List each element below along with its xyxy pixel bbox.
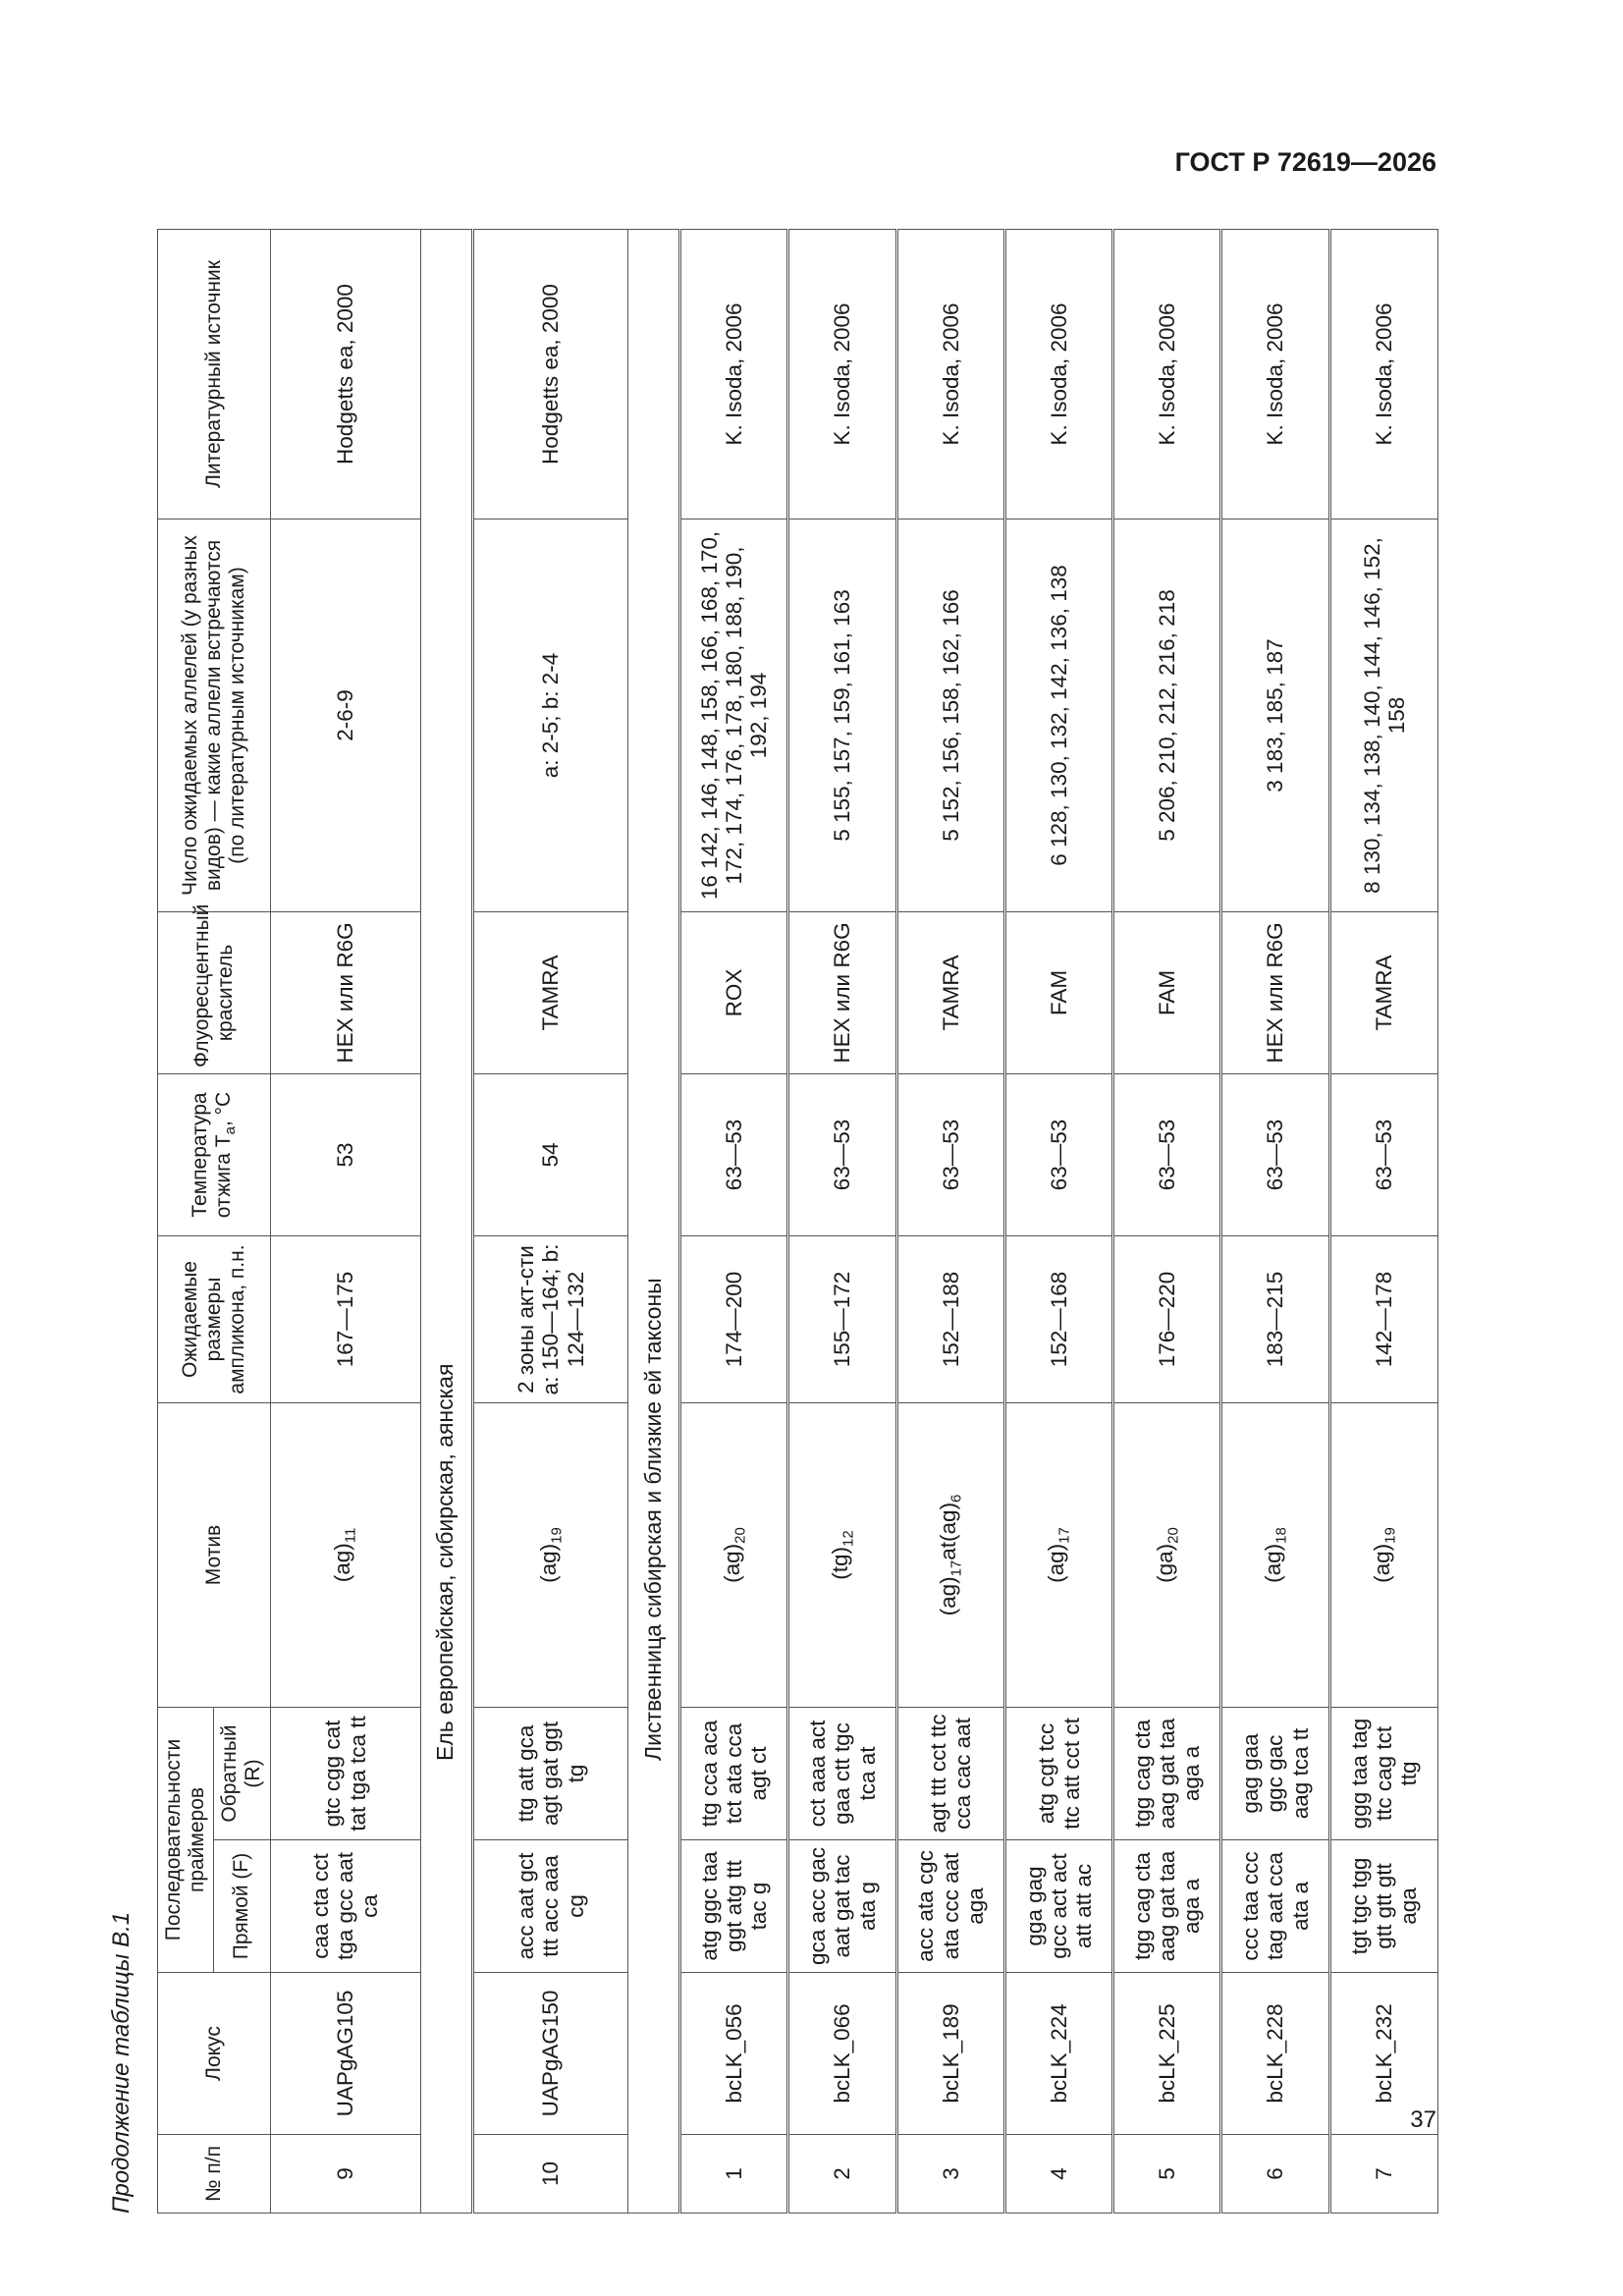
table-row (680, 230, 788, 2214)
cell-forward: acc aat gct ttt acc aaa cg (472, 1840, 627, 1973)
cell-reverse: ttg cca aca tct ata cca agt ct (680, 1708, 788, 1840)
col-temp: Температура отжига $T_a$, °С (158, 1074, 271, 1236)
cell-reverse: ggg taa tag ttc cag tct ttg (1329, 1708, 1437, 1840)
cell-locus: bcLK_189 (896, 1973, 1004, 2135)
cell-reverse: atg cgt tcc ttc att cct ct (1004, 1708, 1112, 1840)
cell-temp: 53 (270, 1074, 420, 1236)
standard-header: ГОСТ Р 72619—2026 (1174, 147, 1436, 177)
cell-size: 155—172 (788, 1236, 896, 1403)
cell-size: 176—220 (1113, 1236, 1221, 1403)
cell-num: 6 (1221, 2135, 1329, 2214)
cell-motif (680, 1403, 788, 1708)
cell-locus: bcLK_224 (1004, 1973, 1112, 2135)
motif-base: (ag) (1044, 1543, 1069, 1583)
cell-locus: bcLK_225 (1113, 1973, 1221, 2135)
cell-source: Hodgetts ea, 2000 (270, 230, 420, 519)
col-alleles: Число ожидаемых аллелей (у разных видов) — какие аллели встречаются (по литературным источникам) (158, 519, 271, 912)
cell-alleles: 5 155, 157, 159, 161, 163 (788, 519, 896, 912)
cell-locus: bcLK_228 (1221, 1973, 1329, 2135)
motif-base: (tg) (827, 1546, 852, 1580)
table-row (1329, 230, 1437, 2214)
cell-dye: TAMRA (896, 912, 1004, 1074)
cell-dye: HEX или R6G (788, 912, 896, 1074)
cell-locus: UAPgAG150 (472, 1973, 627, 2135)
cell-forward: caa cta cct tga gcc aat ca (270, 1840, 420, 1973)
cell-forward: ccc taa ccc tag aat cca ata a (1221, 1840, 1329, 1973)
cell-num: 3 (896, 2135, 1004, 2214)
cell-forward: gga gag gcc act act att att ac (1004, 1840, 1112, 1973)
motif-repeat: 20 (1164, 1527, 1182, 1544)
cell-dye: HEX или R6G (1221, 912, 1329, 1074)
cell-alleles: 3 183, 185, 187 (1221, 519, 1329, 912)
cell-alleles: 5 206, 210, 212, 216, 218 (1113, 519, 1221, 912)
table-row (1221, 230, 1329, 2214)
cell-size: 183—215 (1221, 1236, 1329, 1403)
col-source: Литературный источник (158, 230, 271, 519)
cell-forward: tgt tgc tgg gtt gtt gtt aga (1329, 1840, 1437, 1973)
cell-motif (472, 1403, 627, 1708)
motif-base: (ag) (1369, 1543, 1394, 1583)
cell-motif (1113, 1403, 1221, 1708)
motif-mid: at(ag) (936, 1502, 961, 1560)
cell-locus: bcLK_066 (788, 1973, 896, 2135)
cell-dye: FAM (1004, 912, 1112, 1074)
cell-size: 142—178 (1329, 1236, 1437, 1403)
section-row (420, 230, 472, 2214)
motif-repeat: 17 (947, 1559, 965, 1577)
table-row (896, 230, 1004, 2214)
cell-forward: gca acc gac aat gat tac ata g (788, 1840, 896, 1973)
cell-source: K. Isoda, 2006 (788, 230, 896, 519)
cell-size: 152—168 (1004, 1236, 1112, 1403)
cell-temp: 63—53 (1329, 1074, 1437, 1236)
cell-forward: atg ggc taa ggt atg ttt tac g (680, 1840, 788, 1973)
cell-dye: TAMRA (1329, 912, 1437, 1074)
cell-alleles: 5 152, 156, 158, 162, 166 (896, 519, 1004, 912)
rotated-table-area (108, 230, 1443, 2214)
motif-repeat: 20 (731, 1527, 749, 1544)
cell-alleles: a: 2-5; b: 2-4 (472, 519, 627, 912)
cell-dye: ROX (680, 912, 788, 1074)
cell-temp: 63—53 (788, 1074, 896, 1236)
cell-reverse: cct aaa act gaa ctt tgc tca at (788, 1708, 896, 1840)
cell-source: K. Isoda, 2006 (1113, 230, 1221, 519)
cell-source: K. Isoda, 2006 (1329, 230, 1437, 519)
col-size: Ожидаемые размеры ампликона, п.н. (158, 1236, 271, 1403)
motif-base: (ag) (719, 1543, 744, 1583)
section-larch: Лиственница сибирская и близкие ей таксоны (628, 230, 680, 2214)
table-row (1113, 230, 1221, 2214)
table-caption: Продолжение таблицы В.1 (108, 1911, 135, 2214)
cell-temp: 63—53 (1004, 1074, 1112, 1236)
motif-repeat: 11 (342, 1527, 359, 1544)
motif-repeat: 19 (548, 1527, 566, 1544)
motif-base: (ag) (535, 1543, 561, 1583)
primer-table (157, 229, 1438, 2214)
cell-source: K. Isoda, 2006 (680, 230, 788, 519)
cell-dye: FAM (1113, 912, 1221, 1074)
cell-forward: tgg cag cta aag gat taa aga a (1113, 1840, 1221, 1973)
cell-alleles: 8 130, 134, 138, 140, 144, 146, 152, 158 (1329, 519, 1437, 912)
cell-reverse: gag gaa ggc gac aag tca tt (1221, 1708, 1329, 1840)
cell-temp: 63—53 (1113, 1074, 1221, 1236)
cell-dye: HEX или R6G (270, 912, 420, 1074)
cell-reverse: ttg att gca agt gat ggt tg (472, 1708, 627, 1840)
col-num: № п/п (158, 2135, 271, 2214)
motif-base: (ag) (330, 1543, 355, 1583)
cell-reverse: agt ttt cct ttc cca cac aat (896, 1708, 1004, 1840)
cell-motif (1004, 1403, 1112, 1708)
motif-repeat: 12 (839, 1530, 857, 1547)
section-spruce: Ель европейская, сибирская, аянская (420, 230, 472, 2214)
cell-num: 7 (1329, 2135, 1437, 2214)
cell-source: Hodgetts ea, 2000 (472, 230, 627, 519)
cell-motif (270, 1403, 420, 1708)
cell-dye: TAMRA (472, 912, 627, 1074)
cell-forward: acc ata cgc ata ccc aat aga (896, 1840, 1004, 1973)
cell-locus: bcLK_232 (1329, 1973, 1437, 2135)
cell-motif (1221, 1403, 1329, 1708)
cell-alleles: 16 142, 146, 148, 158, 166, 168, 170, 172, 174, 176, 178, 180, 188, 190, 192, 194 (680, 519, 788, 912)
cell-locus: bcLK_056 (680, 1973, 788, 2135)
cell-num: 5 (1113, 2135, 1221, 2214)
cell-num: 2 (788, 2135, 896, 2214)
motif-repeat: 17 (1055, 1527, 1073, 1544)
table-row (788, 230, 896, 2214)
cell-temp: 54 (472, 1074, 627, 1236)
motif-repeat: 19 (1381, 1527, 1399, 1544)
motif-base: (ag) (1260, 1543, 1285, 1583)
table-row (472, 230, 627, 2214)
cell-source: K. Isoda, 2006 (896, 230, 1004, 519)
cell-num: 1 (680, 2135, 788, 2214)
col-locus: Локус (158, 1973, 271, 2135)
cell-reverse: gtc cgg cat tat tga tca tt (270, 1708, 420, 1840)
cell-motif (896, 1403, 1004, 1708)
cell-size: 167—175 (270, 1236, 420, 1403)
cell-locus: UAPgAG105 (270, 1973, 420, 2135)
motif-repeat-2: 6 (947, 1494, 965, 1503)
cell-alleles: 2-6-9 (270, 519, 420, 912)
cell-num: 9 (270, 2135, 420, 2214)
section-row (628, 230, 680, 2214)
cell-temp: 63—53 (1221, 1074, 1329, 1236)
col-dye: Флуоресцентный краситель (158, 912, 271, 1074)
cell-num: 10 (472, 2135, 627, 2214)
cell-source: K. Isoda, 2006 (1221, 230, 1329, 519)
motif-repeat: 18 (1272, 1527, 1290, 1544)
col-reverse: Обратный (R) (214, 1708, 270, 1840)
table-row (270, 230, 420, 2214)
cell-reverse: tgg cag cta aag gat taa aga a (1113, 1708, 1221, 1840)
cell-alleles: 6 128, 130, 132, 142, 136, 138 (1004, 519, 1112, 912)
cell-motif (1329, 1403, 1437, 1708)
cell-temp: 63—53 (680, 1074, 788, 1236)
table-row (1004, 230, 1112, 2214)
page-number: 37 (1410, 2106, 1436, 2133)
cell-size: 2 зоны акт-сти a: 150—164; b: 124—132 (472, 1236, 627, 1403)
col-forward: Прямой (F) (214, 1840, 270, 1973)
cell-size: 152—188 (896, 1236, 1004, 1403)
cell-size: 174—200 (680, 1236, 788, 1403)
motif-base: (ga) (1152, 1543, 1177, 1583)
cell-motif (788, 1403, 896, 1708)
cell-source: K. Isoda, 2006 (1004, 230, 1112, 519)
motif-base: (ag) (936, 1576, 961, 1616)
col-primers: Последовательности праймеров (158, 1708, 214, 1973)
col-motif: Мотив (158, 1403, 271, 1708)
cell-num: 4 (1004, 2135, 1112, 2214)
cell-temp: 63—53 (896, 1074, 1004, 1236)
